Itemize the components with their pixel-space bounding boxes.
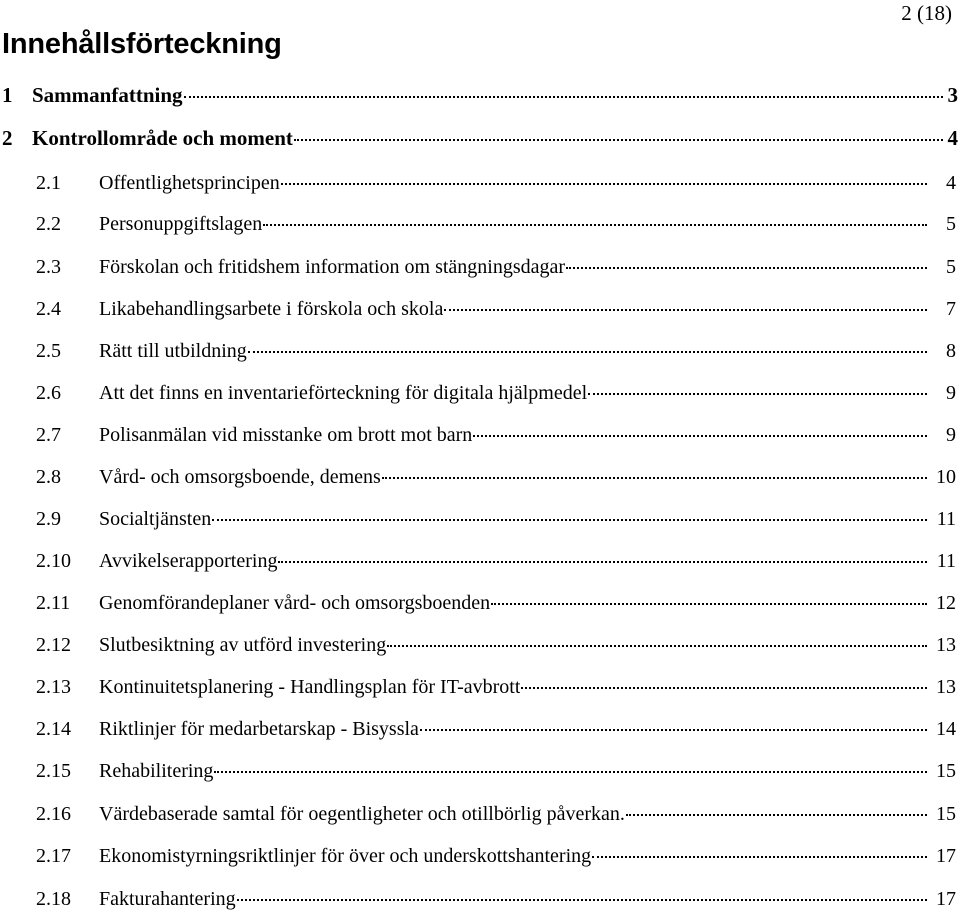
dot-leader — [382, 477, 927, 479]
toc-entry-2-8[interactable] — [0, 460, 960, 490]
toc-entry-title: Genomförandeplaner vård- och omsorgsboenden — [99, 592, 491, 614]
page-indicator: 2 (18) — [901, 1, 952, 25]
toc-entry-2-11[interactable] — [0, 586, 960, 616]
dot-leader — [592, 856, 927, 858]
dot-leader — [588, 393, 927, 395]
toc-entry-number: 2.10 — [36, 550, 71, 572]
toc-entry-title: Förskolan och fritidshem information om stängningsdagar — [99, 256, 566, 278]
toc-entry-2-2[interactable] — [0, 207, 960, 237]
toc-entry-page: 12 — [936, 592, 956, 614]
toc-entry-page: 9 — [946, 424, 956, 446]
toc-entry-page: 15 — [936, 803, 956, 825]
toc-entry-2-3[interactable] — [0, 250, 960, 280]
toc-entry-title: Rätt till utbildning — [99, 340, 247, 362]
toc-entry-page: 13 — [936, 676, 956, 698]
toc-entry-title: Sammanfattning — [32, 83, 183, 107]
toc-entry-2-16[interactable] — [0, 797, 960, 827]
toc-heading: Innehållsförteckning — [2, 28, 282, 60]
toc-entry-title: Personuppgiftslagen — [99, 213, 263, 235]
dot-leader — [212, 519, 927, 521]
toc-entry-2-13[interactable] — [0, 670, 960, 700]
toc-entry-number: 2.13 — [36, 676, 71, 698]
toc-entry-title: Polisanmälan vid misstanke om brott mot barn — [99, 424, 473, 446]
toc-entry-page: 17 — [936, 845, 956, 867]
toc-entry-page: 3 — [947, 83, 958, 107]
toc-entry-page: 17 — [936, 888, 956, 910]
dot-leader — [521, 687, 927, 689]
toc-entry-number: 2.11 — [36, 592, 71, 614]
dot-leader — [491, 603, 927, 605]
toc-entry-2-1[interactable] — [0, 166, 960, 196]
toc-entry-2-7[interactable] — [0, 418, 960, 448]
dot-leader — [237, 899, 927, 901]
dot-leader — [387, 645, 927, 647]
toc-entry-title: Likabehandlingsarbete i förskola och skola — [99, 298, 444, 320]
toc-entry-2[interactable] — [0, 121, 960, 151]
toc-entry-number: 1 — [2, 83, 13, 107]
toc-entry-2-9[interactable] — [0, 502, 960, 532]
toc-entry-title: Ekonomistyrningsriktlinjer för över och underskottshantering — [99, 845, 592, 867]
toc-entry-title: Riktlinjer för medarbetarskap - Bisyssla — [99, 718, 419, 740]
dot-leader — [420, 729, 927, 731]
toc-entry-2-5[interactable] — [0, 334, 960, 364]
toc-entry-title: Rehabilitering — [99, 760, 214, 782]
toc-entry-number: 2.15 — [36, 760, 71, 782]
toc-entry-number: 2.3 — [36, 256, 61, 278]
toc-entry-number: 2.1 — [36, 172, 61, 194]
toc-entry-title: Fakturahantering — [99, 888, 236, 910]
toc-entry-1[interactable] — [0, 78, 960, 108]
toc-entry-2-10[interactable] — [0, 544, 960, 574]
toc-entry-page: 15 — [936, 760, 956, 782]
toc-entry-2-17[interactable] — [0, 839, 960, 869]
toc-entry-page: 11 — [936, 550, 956, 572]
toc-entry-number: 2 — [2, 126, 13, 150]
dot-leader — [566, 267, 927, 269]
dot-leader — [294, 139, 943, 141]
toc-entry-number: 2.4 — [36, 298, 61, 320]
toc-entry-page: 5 — [946, 256, 956, 278]
toc-entry-page: 9 — [946, 382, 956, 404]
toc-entry-title: Avvikelserapportering — [99, 550, 278, 572]
toc-entry-number: 2.8 — [36, 466, 61, 488]
toc-entry-number: 2.2 — [36, 213, 61, 235]
toc-entry-number: 2.18 — [36, 888, 71, 910]
toc-entry-page: 13 — [936, 634, 956, 656]
dot-leader — [626, 814, 927, 816]
toc-entry-number: 2.12 — [36, 634, 71, 656]
toc-entry-number: 2.17 — [36, 845, 71, 867]
toc-entry-2-4[interactable] — [0, 292, 960, 322]
toc-entry-number: 2.14 — [36, 718, 71, 740]
dot-leader — [473, 435, 927, 437]
toc-entry-title: Kontinuitetsplanering - Handlingsplan för IT-avbrott — [99, 676, 521, 698]
dot-leader — [184, 96, 943, 98]
toc-entry-page: 7 — [946, 298, 956, 320]
toc-entry-page: 11 — [936, 508, 956, 530]
toc-entry-number: 2.9 — [36, 508, 61, 530]
toc-entry-page: 5 — [946, 213, 956, 235]
toc-entry-page: 8 — [946, 340, 956, 362]
dot-leader — [444, 309, 927, 311]
toc-entry-title: Socialtjänsten — [99, 508, 212, 530]
dot-leader — [214, 771, 927, 773]
toc-entry-title: Offentlighetsprincipen — [99, 172, 280, 194]
toc-entry-number: 2.7 — [36, 424, 61, 446]
dot-leader — [281, 183, 927, 185]
dot-leader — [248, 351, 927, 353]
toc-entry-number: 2.5 — [36, 340, 61, 362]
toc-entry-page: 10 — [936, 466, 956, 488]
toc-entry-2-6[interactable] — [0, 376, 960, 406]
dot-leader — [278, 561, 927, 563]
toc-entry-page: 4 — [947, 126, 958, 150]
toc-entry-title: Slutbesiktning av utförd investering — [99, 634, 387, 656]
toc-entry-2-18[interactable] — [0, 882, 960, 912]
toc-entry-2-15[interactable] — [0, 754, 960, 784]
dot-leader — [263, 224, 927, 226]
toc-entry-2-12[interactable] — [0, 628, 960, 658]
toc-entry-title: Kontrollområde och moment — [32, 126, 293, 150]
toc-entry-title: Vård- och omsorgsboende, demens — [99, 466, 381, 488]
toc-entry-title: Att det finns en inventarieförteckning för digitala hjälpmedel — [99, 382, 588, 404]
toc-entry-number: 2.6 — [36, 382, 61, 404]
toc-entry-page: 4 — [946, 172, 956, 194]
toc-entry-page: 14 — [936, 718, 956, 740]
toc-entry-2-14[interactable] — [0, 712, 960, 742]
toc-entry-number: 2.16 — [36, 803, 71, 825]
toc-entry-title: Värdebaserade samtal för oegentligheter och otillbörlig påverkan. — [99, 803, 625, 825]
